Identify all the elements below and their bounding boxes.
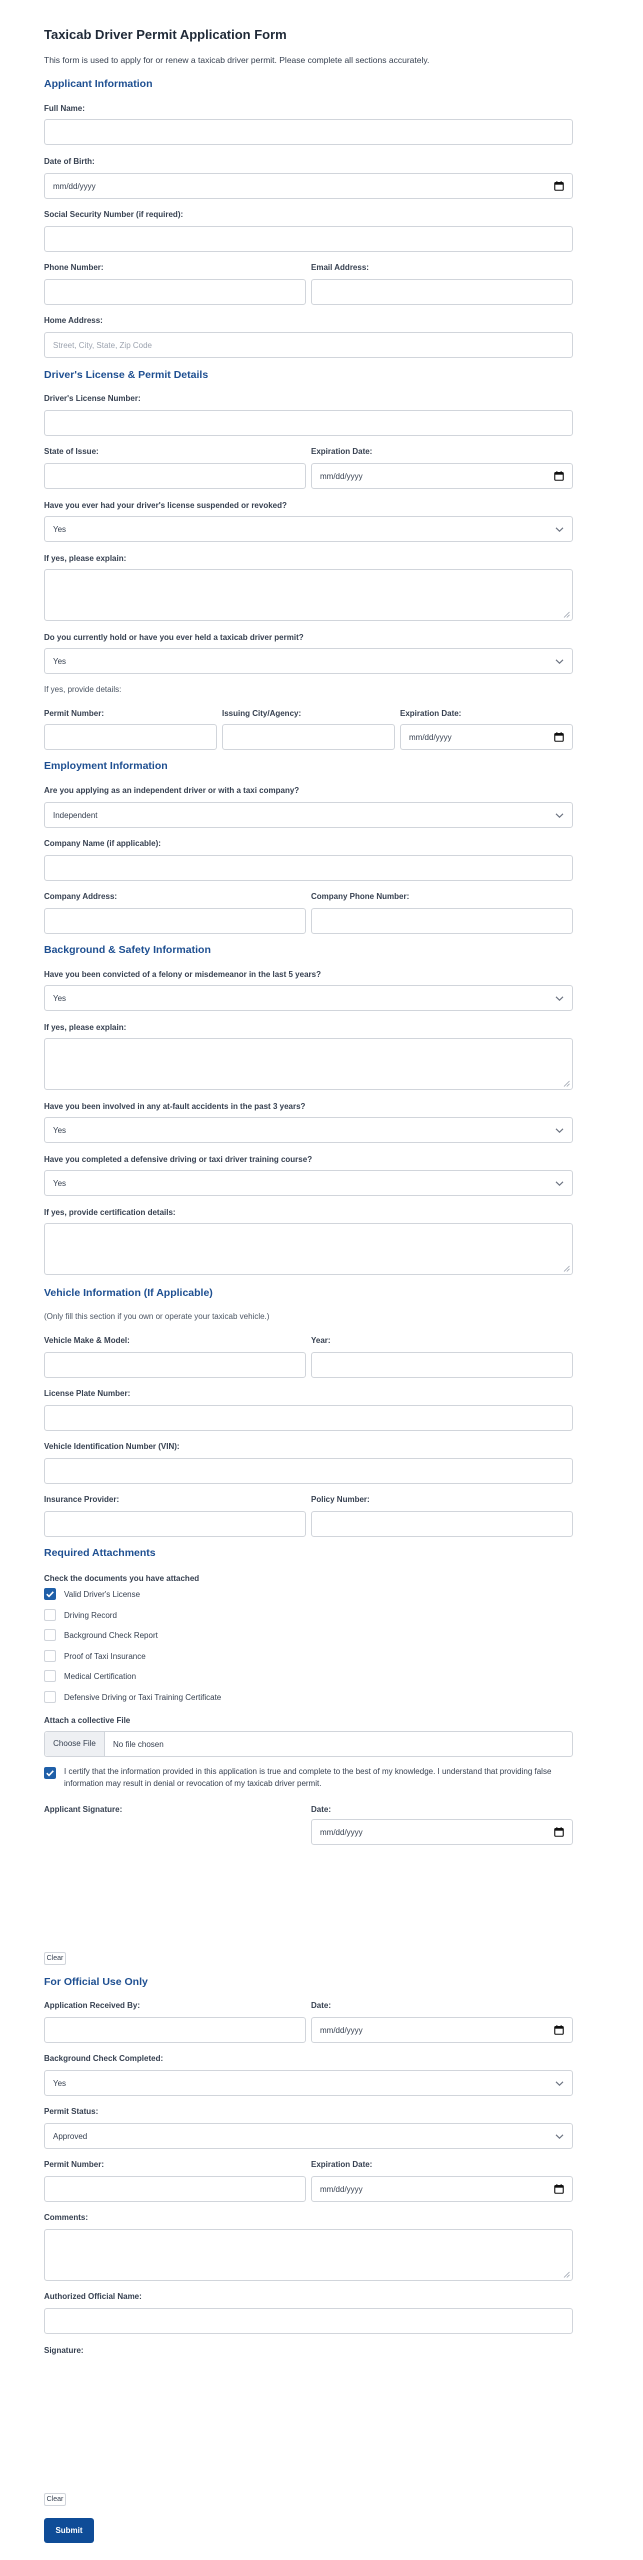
dob-input[interactable]	[44, 173, 573, 199]
home-address-placeholder: Street, City, State, Zip Code	[53, 341, 153, 350]
choose-file-button[interactable]: Choose File	[45, 1732, 105, 1756]
applicant-signature-label: Applicant Signature:	[44, 1805, 123, 1814]
resize-grip-icon[interactable]	[563, 1265, 570, 1272]
signature-date-label: Date:	[311, 1805, 332, 1814]
official-date-input[interactable]	[311, 2017, 573, 2043]
state-label: State of Issue:	[44, 447, 99, 456]
chevron-down-icon	[555, 658, 564, 665]
company-address-input[interactable]	[44, 908, 306, 934]
vehicle-make-label: Vehicle Make & Model:	[44, 1336, 130, 1345]
vehicle-make-input[interactable]	[44, 1352, 306, 1378]
independent-value: Independent	[53, 811, 98, 820]
independent-select[interactable]	[44, 802, 573, 828]
training-course-value: Yes	[53, 1179, 67, 1188]
section-employment-heading: Employment Information	[44, 760, 168, 772]
permit-expiration-input[interactable]	[400, 724, 573, 750]
resize-grip-icon[interactable]	[563, 1080, 570, 1087]
calendar-icon[interactable]	[554, 1827, 564, 1837]
check-icon	[44, 1767, 56, 1779]
submit-button[interactable]: Submit	[44, 2518, 94, 2543]
clear-signature-button[interactable]: Clear	[44, 1952, 66, 1965]
issuing-agency-input[interactable]	[222, 724, 395, 750]
calendar-icon[interactable]	[554, 732, 564, 742]
convicted-value: Yes	[53, 994, 67, 1003]
home-address-label: Home Address:	[44, 316, 103, 325]
permit-status-value: Approved	[53, 2132, 88, 2141]
bg-check-select[interactable]	[44, 2070, 573, 2096]
phone-label: Phone Number:	[44, 263, 104, 272]
training-course-select[interactable]	[44, 1170, 573, 1196]
checkbox[interactable]	[44, 1629, 56, 1641]
official-expiration-input[interactable]	[311, 2176, 573, 2202]
official-date-placeholder: mm/dd/yyyy	[320, 2026, 363, 2035]
resize-grip-icon[interactable]	[563, 2271, 570, 2278]
checkbox[interactable]	[44, 1670, 56, 1682]
license-number-label: Driver's License Number:	[44, 394, 141, 403]
certify-checkbox[interactable]	[44, 1767, 56, 1779]
form-intro: This form is used to apply for or renew a taxicab driver permit. Please complete all sections accurately.	[44, 55, 430, 65]
accidents-label: Have you been involved in any at-fault accidents in the past 3 years?	[44, 1102, 306, 1111]
section-official-heading: For Official Use Only	[44, 1976, 148, 1988]
phone-input[interactable]	[44, 279, 306, 305]
attachment-label: Proof of Taxi Insurance	[64, 1652, 146, 1661]
permit-expiration-label: Expiration Date:	[400, 709, 462, 718]
official-expiration-placeholder: mm/dd/yyyy	[320, 2185, 363, 2194]
attachments-check-label: Check the documents you have attached	[44, 1574, 200, 1583]
full-name-label: Full Name:	[44, 104, 85, 113]
license-expiration-label: Expiration Date:	[311, 447, 373, 456]
bg-check-label: Background Check Completed:	[44, 2054, 164, 2063]
suspended-label: Have you ever had your driver's license suspended or revoked?	[44, 501, 287, 510]
section-license-heading: Driver's License & Permit Details	[44, 369, 209, 381]
suspended-select[interactable]	[44, 516, 573, 542]
comments-textarea[interactable]	[44, 2229, 573, 2281]
checkbox[interactable]	[44, 1588, 56, 1600]
convicted-explain-textarea[interactable]	[44, 1038, 573, 1090]
convicted-label: Have you been convicted of a felony or misdemeanor in the last 5 years?	[44, 970, 321, 979]
official-permit-number-input[interactable]	[44, 2176, 306, 2202]
company-phone-label: Company Phone Number:	[311, 892, 410, 901]
insurance-input[interactable]	[44, 1511, 306, 1537]
insurance-label: Insurance Provider:	[44, 1495, 120, 1504]
chevron-down-icon	[555, 2133, 564, 2140]
permit-number-label: Permit Number:	[44, 709, 105, 718]
official-expiration-label: Expiration Date:	[311, 2160, 373, 2169]
attachment-label: Background Check Report	[64, 1631, 158, 1640]
permit-status-select[interactable]	[44, 2123, 573, 2149]
checkbox[interactable]	[44, 1609, 56, 1621]
vehicle-note: (Only fill this section if you own or operate your taxicab vehicle.)	[44, 1312, 270, 1321]
chevron-down-icon	[555, 2080, 564, 2087]
calendar-icon[interactable]	[554, 2184, 564, 2194]
company-address-label: Company Address:	[44, 892, 118, 901]
suspended-explain-label: If yes, please explain:	[44, 554, 127, 563]
check-icon	[44, 1588, 56, 1600]
vin-label: Vehicle Identification Number (VIN):	[44, 1442, 180, 1451]
chevron-down-icon	[555, 1180, 564, 1187]
chevron-down-icon	[555, 526, 564, 533]
certify-text: I certify that the information provided in this application is true and complete to the best of my knowledge. I understand that providing false information may result in denial or revocation of my taxicab driver permit.	[64, 1767, 552, 1788]
dob-label: Date of Birth:	[44, 157, 95, 166]
page-title: Taxicab Driver Permit Application Form	[44, 27, 287, 42]
certification-details-label: If yes, provide certification details:	[44, 1208, 176, 1217]
vin-input[interactable]	[44, 1458, 573, 1484]
section-attachments-heading: Required Attachments	[44, 1547, 156, 1559]
official-permit-number-label: Permit Number:	[44, 2160, 105, 2169]
calendar-icon[interactable]	[554, 471, 564, 481]
received-by-label: Application Received By:	[44, 2001, 141, 2010]
vehicle-year-label: Year:	[311, 1336, 331, 1345]
official-date-label: Date:	[311, 2001, 332, 2010]
permit-expiration-placeholder: mm/dd/yyyy	[409, 733, 452, 742]
applicant-signature-pad[interactable]	[44, 1822, 306, 1952]
license-expiration-placeholder: mm/dd/yyyy	[320, 472, 363, 481]
clear-official-signature-button[interactable]: Clear	[44, 2493, 66, 2506]
home-address-input[interactable]	[44, 332, 573, 358]
accidents-select[interactable]	[44, 1117, 573, 1143]
calendar-icon[interactable]	[554, 2025, 564, 2035]
convicted-explain-label: If yes, please explain:	[44, 1023, 127, 1032]
collective-file-label: Attach a collective File	[44, 1716, 131, 1725]
training-course-label: Have you completed a defensive driving or taxi driver training course?	[44, 1155, 313, 1164]
checkbox[interactable]	[44, 1691, 56, 1703]
independent-label: Are you applying as an independent driver or with a taxi company?	[44, 786, 300, 795]
convicted-select[interactable]	[44, 985, 573, 1011]
held-permit-value: Yes	[53, 657, 67, 666]
official-signature-label: Signature:	[44, 2346, 84, 2355]
held-permit-label: Do you currently hold or have you ever held a taxicab driver permit?	[44, 633, 304, 642]
held-permit-select[interactable]	[44, 648, 573, 674]
company-name-input[interactable]	[44, 855, 573, 881]
resize-grip-icon[interactable]	[563, 611, 570, 618]
attachment-label: Valid Driver's License	[64, 1590, 141, 1599]
file-status: No file chosen	[113, 1740, 164, 1749]
policy-label: Policy Number:	[311, 1495, 370, 1504]
attachment-label: Medical Certification	[64, 1672, 137, 1681]
calendar-icon[interactable]	[554, 181, 564, 191]
chevron-down-icon	[555, 995, 564, 1002]
section-vehicle-heading: Vehicle Information (If Applicable)	[44, 1287, 213, 1299]
dob-placeholder: mm/dd/yyyy	[53, 182, 96, 191]
full-name-input[interactable]	[44, 119, 573, 145]
accidents-value: Yes	[53, 1126, 67, 1135]
official-name-input[interactable]	[44, 2308, 573, 2334]
section-background-heading: Background & Safety Information	[44, 944, 211, 956]
attachment-label: Driving Record	[64, 1611, 117, 1620]
attachment-label: Defensive Driving or Taxi Training Certificate	[64, 1693, 222, 1702]
section-applicant-heading: Applicant Information	[44, 78, 153, 90]
checkbox[interactable]	[44, 1650, 56, 1662]
company-phone-input[interactable]	[311, 908, 573, 934]
comments-label: Comments:	[44, 2213, 89, 2222]
permit-number-input[interactable]	[44, 724, 217, 750]
file-input[interactable]	[44, 1731, 573, 1757]
suspended-explain-textarea[interactable]	[44, 569, 573, 621]
certification-details-textarea[interactable]	[44, 1223, 573, 1275]
chevron-down-icon	[555, 1127, 564, 1134]
signature-date-placeholder: mm/dd/yyyy	[320, 1828, 363, 1837]
official-name-label: Authorized Official Name:	[44, 2292, 142, 2301]
provide-details-note: If yes, provide details:	[44, 685, 122, 694]
suspended-value: Yes	[53, 525, 67, 534]
email-label: Email Address:	[311, 263, 369, 272]
plate-input[interactable]	[44, 1405, 573, 1431]
bg-check-value: Yes	[53, 2079, 67, 2088]
ssn-input[interactable]	[44, 226, 573, 252]
permit-status-label: Permit Status:	[44, 2107, 99, 2116]
state-input[interactable]	[44, 463, 306, 489]
vehicle-year-input[interactable]	[311, 1352, 573, 1378]
issuing-agency-label: Issuing City/Agency:	[222, 709, 302, 718]
license-number-input[interactable]	[44, 410, 573, 436]
policy-input[interactable]	[311, 1511, 573, 1537]
email-input[interactable]	[311, 279, 573, 305]
plate-label: License Plate Number:	[44, 1389, 131, 1398]
received-by-input[interactable]	[44, 2017, 306, 2043]
company-name-label: Company Name (if applicable):	[44, 839, 161, 848]
official-signature-pad[interactable]	[44, 2360, 573, 2490]
chevron-down-icon	[555, 812, 564, 819]
ssn-label: Social Security Number (if required):	[44, 210, 184, 219]
signature-date-input[interactable]	[311, 1819, 573, 1845]
license-expiration-input[interactable]	[311, 463, 573, 489]
